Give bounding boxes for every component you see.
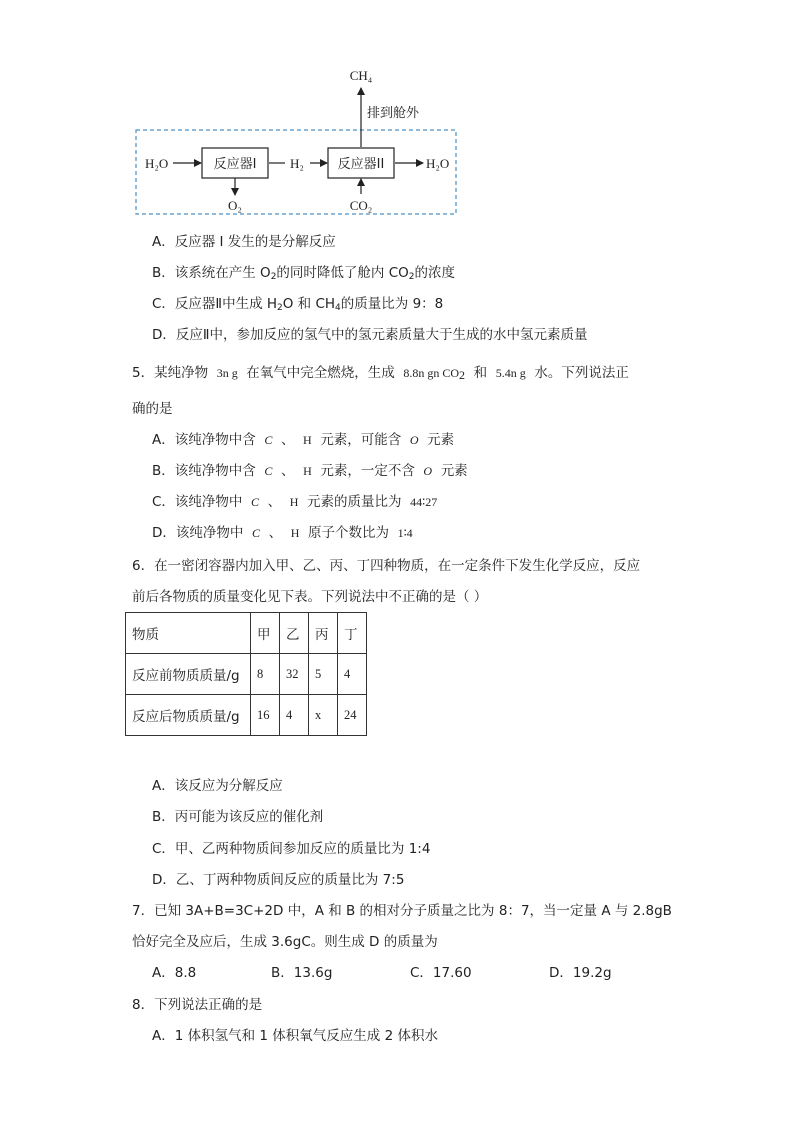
q4-option-a: A．反应器 I 发生的是分解反应 — [152, 234, 336, 250]
table-cell: 4 — [280, 695, 309, 736]
table-cell: x — [309, 695, 338, 736]
q7-option-c: C．17.60 — [410, 965, 472, 981]
table-cell: 5 — [309, 654, 338, 695]
q4-option-d: D．反应Ⅱ中，参加反应的氢气中的氢元素质量大于生成的水中氢元素质量 — [152, 327, 588, 343]
q6-stem-1: 6．在一密闭容器内加入甲、乙、丙、丁四种物质，在一定条件下发生化学反应，反应 — [132, 558, 641, 574]
q5-stem: 5．某纯净物 3n g 在氧气中完全燃烧，生成 8.8n gn $CO_2$ 和 5.4n g 水。下列说法正 — [132, 365, 629, 382]
q6-stem-2: 前后各物质的质量变化见下表。下列说法中不正确的是（ ） — [132, 589, 488, 605]
reactor-flow-diagram — [0, 0, 794, 230]
q7-option-d: D．19.2g — [549, 965, 612, 981]
q5-option-a: A．该纯净物中含 C 、 H 元素，可能含 O 元素 — [152, 432, 455, 448]
table-cell: 反应后物质质量/g — [126, 695, 251, 736]
q7-stem-1: 7．已知 3A+B=3C+2D 中，A 和 B 的相对分子质量之比为 8：7，当一定量 A 与 2.8gB — [132, 903, 672, 919]
label-exhaust: 排到舱外 — [367, 106, 420, 121]
q6-option-a: A．该反应为分解反应 — [152, 778, 283, 794]
table-cell: 反应前物质质量/g — [126, 654, 251, 695]
q7-stem-2: 恰好完全及应后，生成 3.6gC。则生成 D 的质量为 — [132, 934, 438, 950]
q5-option-b: B．该纯净物中含 C 、 H 元素，一定不含 O 元素 — [152, 463, 468, 479]
table-cell: 乙 — [280, 613, 309, 654]
label-ch4: CH₄ — [349, 68, 373, 83]
q5-option-d: D．该纯净物中 C 、 H 原子个数比为 1∶4 — [152, 525, 413, 541]
q5-stem-2: 确的是 — [132, 401, 173, 417]
label-reactor1: 反应器I — [213, 157, 257, 172]
table-row — [126, 613, 367, 654]
system-boundary — [136, 130, 456, 214]
table-row — [126, 654, 367, 695]
mass-change-table — [125, 612, 367, 736]
table-cell: 8 — [251, 654, 280, 695]
q4-option-b: B．该系统在产生 $O_2$的同时降低了舱内 $CO_2$的浓度 — [152, 265, 455, 282]
label-h2o-out: H₂O — [426, 156, 450, 171]
label-h2: H₂ — [290, 156, 304, 171]
table-cell: 丁 — [338, 613, 367, 654]
q6-option-b: B．丙可能为该反应的催化剂 — [152, 809, 324, 825]
table-cell: 丙 — [309, 613, 338, 654]
table-cell: 物质 — [126, 613, 251, 654]
label-o2: O₂ — [228, 198, 242, 213]
q6-option-c: C．甲、乙两种物质间参加反应的质量比为 1:4 — [152, 841, 431, 857]
table-cell: 16 — [251, 695, 280, 736]
q8-stem: 8．下列说法正确的是 — [132, 997, 263, 1013]
table-row — [126, 695, 367, 736]
q5-option-c: C．该纯净物中 C 、 H 元素的质量比为 44∶27 — [152, 494, 438, 510]
label-co2: CO₂ — [349, 198, 373, 213]
table-cell: 4 — [338, 654, 367, 695]
table-cell: 32 — [280, 654, 309, 695]
q8-option-a: A．1 体积氢气和 1 体积氧气反应生成 2 体积水 — [152, 1028, 438, 1044]
q7-option-b: B．13.6g — [271, 965, 333, 981]
q6-option-d: D．乙、丁两种物质间反应的质量比为 7:5 — [152, 872, 405, 888]
q4-option-c: C．反应器Ⅱ中生成 $H_2O$ 和 $CH_4$的质量比为 9：8 — [152, 296, 444, 313]
label-h2o-in: H₂O — [145, 156, 169, 171]
table-cell: 甲 — [251, 613, 280, 654]
table-cell: 24 — [338, 695, 367, 736]
label-reactor2: 反应器II — [337, 157, 385, 172]
q7-option-a: A．8.8 — [152, 965, 197, 981]
